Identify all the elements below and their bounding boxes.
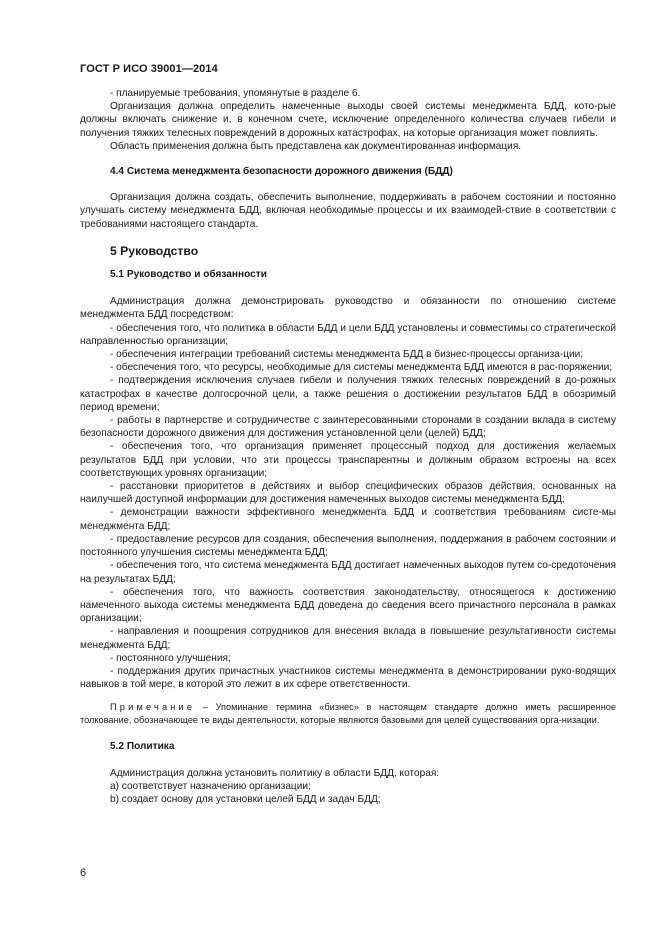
list-item: - работы в партнерстве и сотрудничестве с заинтересованными сторонами в создании вклада в систему безопасности дорожного движения для достижения установленной цели (целей) БДД;: [80, 415, 616, 440]
list-item: - подтверждения исключения случаев гибели и получения тяжких телесных повреждений в до-рожных катастрофах в качестве долгосрочной цели, а также решения о достижении результатов БДД в обозримый период времени;: [80, 375, 616, 413]
list-item: - обеспечения того, что ресурсы, необходимые для системы менеджмента БДД имеются в рас-поряжении;: [110, 362, 613, 374]
policy-item: b) создает основу для установки целей БДД и задач БДД;: [110, 794, 381, 806]
section-5-1-lead: Администрация должна демонстрировать руководство и обязанности по отношению системе менеджмента БДД посредством:: [80, 296, 616, 321]
list-item: - обеспечения интеграции требований системы менеджмента БДД в бизнес-процессы организа-ции;: [110, 349, 584, 361]
list-item: - расстановки приоритетов в действиях и выбор специфических образов действия, основанных на наилучшей доступной информации для достижения намеченных выходов системы менеджмента БДД;: [80, 481, 616, 506]
section-4-4-heading: 4.4 Система менеджмента безопасности дорожного движения (БДД): [110, 166, 453, 178]
section-5-2-heading: 5.2 Политика: [110, 740, 175, 752]
list-item: - направления и поощрения сотрудников для внесения вклада в повышение результативности системы менеджмента БДД;: [80, 626, 616, 651]
page-number: 6: [80, 867, 87, 879]
list-item: - обеспечения того, что система менеджмента БДД достигает намеченных выходов путем со-средоточения на результатах БДД;: [80, 560, 616, 585]
section-4-4-text: Организация должна создать, обеспечить выполнение, поддерживать в рабочем состоянии и постоянно улучшать систему менеджмента БДД, включая необходимые процессы и их взаимодей-ствие в соответствии с требованиями настоящего стандарта.: [80, 192, 616, 230]
intro-paragraph-3: Область применения должна быть представлена как документированная информация.: [110, 140, 522, 152]
intro-line-1: - планируемые требования, упомянутые в разделе 6.: [110, 88, 361, 99]
document-header: ГОСТ Р ИСО 39001—2014: [80, 63, 218, 75]
list-item: - постоянного улучшения;: [110, 652, 231, 664]
policy-item: a) соответствует назначению организации;: [110, 781, 311, 793]
list-item: - поддержания других причастных участников системы менеджмента в демонстрировании руко-водящих навыков в той мере, в которой это лежит в их сфере ответственности.: [80, 665, 616, 691]
note: [80, 701, 616, 725]
document-body: [80, 87, 616, 807]
section-5-heading: 5 Руководство: [110, 243, 199, 258]
note-text: – Упоминание термина «бизнес» в настоящем стандарте должно иметь расширенное толкование, обозначающее те виды деятельности, которые являются базовыми для целей существования орга-низации.: [80, 702, 616, 725]
list-item: - обеспечения того, что организация применяет процессный подход для достижения желаемых результатов БДД при условии, что эти процессы транспарентны и должным образом встроены на всех соответствующих уровнях организации;: [80, 441, 616, 479]
list-item: - обеспечения того, что политика в области БДД и цели БДД установлены и совместимы со стратегической направленностью организации;: [80, 322, 616, 347]
list-item: - демонстрации важности эффективного менеджмента БДД и соответствия требованиям систе-мы менеджмента БДД;: [80, 507, 616, 532]
intro-paragraph-2: Организация должна определить намеченные выходы своей системы менеджмента БДД, кото-рые должны включать снижение и, в конечном счете, исключение определенного количества случаев гибели и получения тяжких телесных повреждений в дорожных катастрофах, на которые организация может повлиять.: [80, 101, 616, 139]
section-5-1-heading: 5.1 Руководство и обязанности: [110, 269, 267, 281]
list-item: - обеспечения того, что важность соответствия законодательству, относящегося к достижению намеченного выхода системы менеджмента БДД доведена до сведения всего причастного персонала в рамках организации;: [80, 586, 616, 625]
list-item: - предоставление ресурсов для создания, обеспечения выполнения, поддержания в рабочем состоянии и постоянного улучшения системы менеджмента БДД;: [80, 533, 616, 559]
note-label: Примечание: [110, 702, 196, 713]
policy-lead: Администрация должна установить политику в области БДД, которая:: [110, 767, 440, 779]
